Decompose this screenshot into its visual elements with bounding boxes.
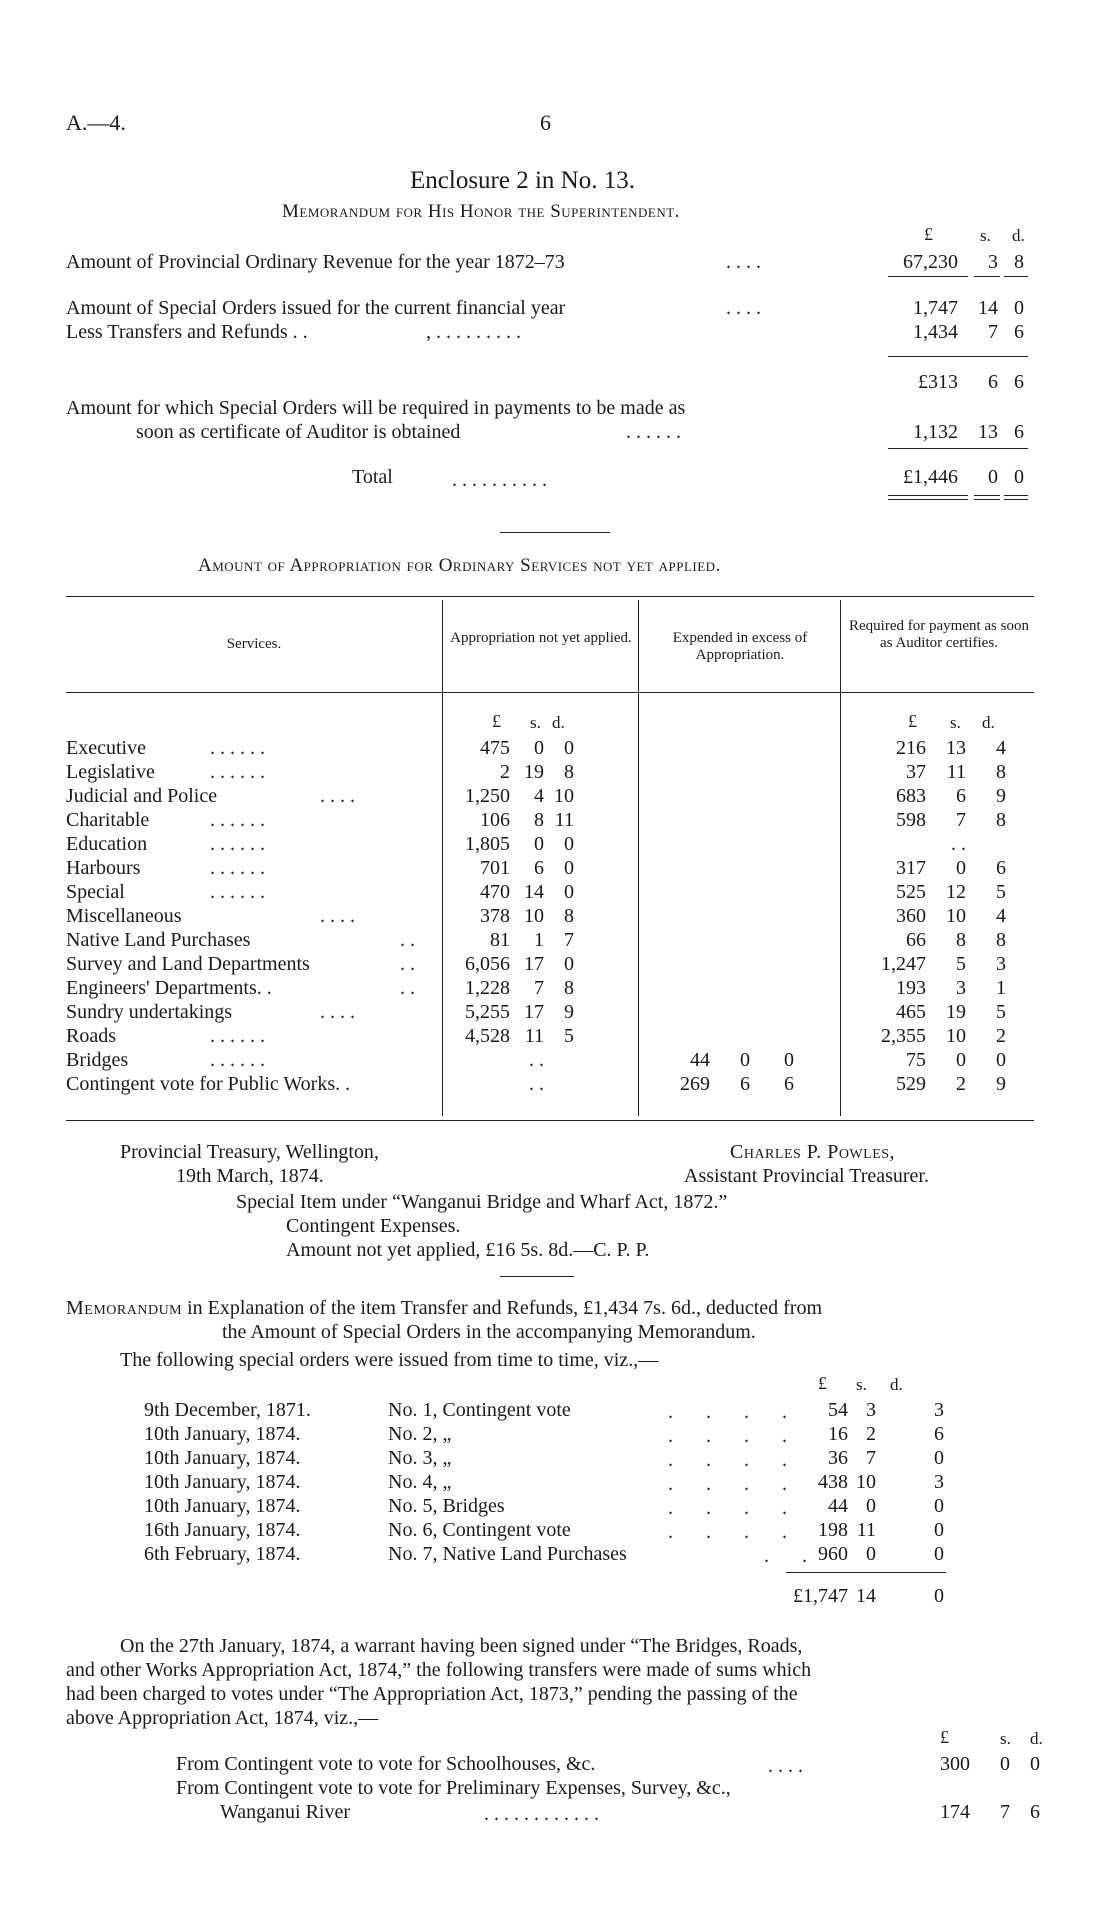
excess-shillings: 6: [740, 1073, 750, 1095]
required-pounds: 683: [896, 785, 926, 807]
table-top-rule: [66, 596, 1034, 597]
excess-shillings: 0: [740, 1049, 750, 1071]
amount-pence: 8: [1014, 251, 1024, 273]
appropriation-shillings: 0: [534, 737, 544, 759]
col-header-required: Required for payment as soon as Auditor certifies.: [849, 618, 1029, 652]
appropriation-pence: 8: [564, 977, 574, 999]
page-number: 6: [540, 110, 551, 135]
order-pounds: 198: [818, 1519, 848, 1541]
appropriation-pence: 10: [554, 785, 574, 807]
appropriation-shillings: 7: [534, 977, 544, 999]
pence-head: d.: [1012, 226, 1025, 245]
appropriation-shillings: 11: [524, 1025, 544, 1047]
order-shillings: 10: [856, 1471, 876, 1493]
appropriation-pence: 0: [564, 953, 574, 975]
leader-dots: . . . .: [668, 1401, 801, 1423]
appropriation-shillings: 17: [524, 953, 544, 975]
appropriation-shillings: 0: [534, 833, 544, 855]
total-pounds: £1,446: [903, 466, 958, 488]
order-date: 16th January, 1874.: [144, 1519, 301, 1541]
amount-shillings: 13: [978, 421, 998, 443]
memo1-row-label: Amount of Provincial Ordinary Revenue for the year 1872–73: [66, 251, 565, 273]
leader-dots: . . . .: [768, 1755, 803, 1777]
appropriation-pounds: 5,255: [465, 1001, 510, 1023]
appropriation-pence: 9: [564, 1001, 574, 1023]
warrant-line-2: and other Works Appropriation Act, 1874,” the following transfers were made of sums which: [66, 1659, 812, 1681]
order-description: No. 4, „: [388, 1471, 452, 1493]
appropriation-pounds: 1,228: [465, 977, 510, 999]
order-pounds: 960: [818, 1543, 848, 1565]
memo1-row-label: Amount of Special Orders issued for the current financial year: [66, 297, 566, 319]
required-pounds: 1,247: [881, 953, 926, 975]
appropriation-pounds: 378: [480, 905, 510, 927]
service-name: Contingent vote for Public Works. .: [66, 1073, 351, 1095]
total-label: Total: [352, 466, 393, 488]
order-date: 10th January, 1874.: [144, 1423, 301, 1445]
order-pence: 3: [934, 1399, 944, 1421]
appropriation-pence: 8: [564, 905, 574, 927]
transfer-pounds: 174: [940, 1801, 970, 1823]
appropriation-pence: 8: [564, 761, 574, 783]
amount-pounds: 67,230: [903, 251, 958, 273]
memo2-text-2: the Amount of Special Orders in the accompanying Memorandum.: [222, 1321, 756, 1343]
appropriation-pounds: 470: [480, 881, 510, 903]
order-shillings: 0: [866, 1543, 876, 1565]
leader-dots: . . . .: [668, 1497, 801, 1519]
transfer-pence: 6: [1030, 1801, 1040, 1823]
appropriation-shillings: 4: [534, 785, 544, 807]
required-shillings: 19: [946, 1001, 966, 1023]
appropriation-pounds: 475: [480, 737, 510, 759]
page-ref: A.—4.: [66, 110, 126, 135]
appropriation-pence: 11: [554, 809, 574, 831]
warrant-line-4: above Appropriation Act, 1874, viz.,—: [66, 1707, 379, 1729]
leader-dots: . . . . . .: [210, 833, 265, 855]
required-pence: 9: [996, 785, 1006, 807]
section-divider: [500, 1276, 574, 1277]
appropriation-pounds: 701: [480, 857, 510, 879]
appropriation-pounds: 2: [500, 761, 510, 783]
required-pence: 8: [996, 761, 1006, 783]
required-shillings: . .: [951, 833, 966, 855]
leader-dots: . . . . . .: [210, 1025, 265, 1047]
subtotal-pence: 6: [1014, 371, 1024, 393]
service-name: Education: [66, 833, 148, 855]
leader-dots: . . . .: [726, 251, 761, 273]
order-pounds: 438: [818, 1471, 848, 1493]
shilling-head: s.: [1000, 1729, 1011, 1748]
transfer-item: Wanganui River: [220, 1801, 351, 1823]
order-pence: 0: [934, 1447, 944, 1469]
shilling-head: s.: [856, 1375, 867, 1394]
service-name: Judicial and Police: [66, 785, 218, 807]
appropriation-pounds: 1,250: [465, 785, 510, 807]
appropriation-shillings: 1: [534, 929, 544, 951]
transfer-item: From Contingent vote to vote for Schoolhouses, &c.: [176, 1753, 596, 1775]
order-pence: 6: [934, 1423, 944, 1445]
amount-pence: 0: [1014, 297, 1024, 319]
order-description: No. 5, Bridges: [388, 1495, 505, 1517]
pound-head: £: [940, 1727, 949, 1747]
table-bottom-rule: [66, 1120, 1034, 1121]
required-pounds: 465: [896, 1001, 926, 1023]
service-name: Bridges: [66, 1049, 129, 1071]
leader-dots: . . . . . .: [210, 761, 265, 783]
order-shillings: 2: [866, 1423, 876, 1445]
transfer-pence: 0: [1030, 1753, 1040, 1775]
order-description: No. 2, „: [388, 1423, 452, 1445]
memo2-text-1: in Explanation of the item Transfer and Refunds, £1,434 7s. 6d., deducted from: [182, 1297, 823, 1319]
subtotal-shillings: 6: [988, 371, 998, 393]
pence-head: d.: [890, 1375, 903, 1394]
leader-dots: . . . .: [668, 1425, 801, 1447]
leader-dots: . . . . . . . . . . . .: [484, 1803, 599, 1825]
leader-dots: . . . . . .: [626, 421, 681, 443]
excess-pounds: 44: [690, 1049, 710, 1071]
section-divider: [500, 532, 610, 533]
rule: [1004, 276, 1028, 277]
appropriation-pounds: 81: [490, 929, 510, 951]
order-pounds: 44: [828, 1495, 848, 1517]
order-description: No. 1, Contingent vote: [388, 1399, 571, 1421]
service-name: Charitable: [66, 809, 150, 831]
rule: [1004, 499, 1028, 500]
required-pence: 0: [996, 1049, 1006, 1071]
signatory-role: Assistant Provincial Treasurer.: [684, 1165, 929, 1187]
order-pence: 0: [934, 1495, 944, 1517]
appropriation-pounds: 6,056: [465, 953, 510, 975]
orders-total-shillings: 14: [856, 1585, 876, 1607]
order-date: 10th January, 1874.: [144, 1471, 301, 1493]
order-pounds: 36: [828, 1447, 848, 1469]
appropriation-pence: 0: [564, 857, 574, 879]
appropriation-shillings: . .: [529, 1073, 544, 1095]
order-shillings: 7: [866, 1447, 876, 1469]
required-shillings: 8: [956, 929, 966, 951]
leader-dots: . . . . . . . . . .: [452, 469, 547, 491]
order-date: 10th January, 1874.: [144, 1447, 301, 1469]
transfer-item: From Contingent vote to vote for Preliminary Expenses, Survey, &c.,: [176, 1777, 731, 1799]
amount-shillings: 14: [978, 297, 998, 319]
order-date: 6th February, 1874.: [144, 1543, 301, 1565]
required-pence: 2: [996, 1025, 1006, 1047]
appropriation-shillings: 6: [534, 857, 544, 879]
service-name: Sundry undertakings: [66, 1001, 233, 1023]
order-description: No. 7, Native Land Purchases: [388, 1543, 627, 1565]
appropriation-heading: Amount of Appropriation for Ordinary Services not yet applied.: [198, 555, 721, 576]
service-name: Special: [66, 881, 125, 903]
service-name: Legislative: [66, 761, 155, 783]
unit-head-pence: d.: [552, 713, 565, 732]
unit-head-shillings: s.: [950, 713, 961, 732]
col-header-services: Services.: [226, 636, 282, 652]
amount-shillings: 3: [988, 251, 998, 273]
rule: [888, 356, 1028, 357]
order-date: 10th January, 1874.: [144, 1495, 301, 1517]
required-pence: 1: [996, 977, 1006, 999]
treasury-place: Provincial Treasury, Wellington,: [120, 1141, 379, 1163]
required-shillings: 10: [946, 1025, 966, 1047]
orders-total-pence: 0: [934, 1585, 944, 1607]
appropriation-shillings: . .: [529, 1049, 544, 1071]
pence-head: d.: [1030, 1729, 1043, 1748]
order-description: No. 3, „: [388, 1447, 452, 1469]
memo2-intro: The following special orders were issued from time to time, viz.,—: [120, 1349, 659, 1371]
order-pence: 0: [934, 1543, 944, 1565]
appropriation-shillings: 10: [524, 905, 544, 927]
amount-pounds: 1,747: [913, 297, 958, 319]
required-pence: 4: [996, 905, 1006, 927]
required-shillings: 10: [946, 905, 966, 927]
treasury-date: 19th March, 1874.: [176, 1165, 324, 1187]
appropriation-shillings: 14: [524, 881, 544, 903]
transfer-pounds: 300: [940, 1753, 970, 1775]
required-pounds: 529: [896, 1073, 926, 1095]
required-pence: 4: [996, 737, 1006, 759]
rule: [888, 276, 968, 277]
service-name: Miscellaneous: [66, 905, 182, 927]
special-item-line-1: Special Item under “Wanganui Bridge and Wharf Act, 1872.”: [236, 1191, 728, 1213]
required-pounds: 598: [896, 809, 926, 831]
order-pence: 3: [934, 1471, 944, 1493]
special-item-line-3: Amount not yet applied, £16 5s. 8d.—C. P. P.: [286, 1239, 650, 1261]
leader-dots: . . . . . .: [210, 809, 265, 831]
special-item-line-2: Contingent Expenses.: [286, 1215, 461, 1237]
column-divider: [442, 600, 443, 1116]
orders-total-pounds: £1,747: [793, 1585, 848, 1607]
special-line-1: Amount for which Special Orders will be required in payments to be made as: [66, 397, 686, 419]
required-shillings: 0: [956, 1049, 966, 1071]
excess-pounds: 269: [680, 1073, 710, 1095]
rule: [1004, 495, 1028, 496]
leader-dots: . . . .: [726, 297, 761, 319]
appropriation-pounds: 1,805: [465, 833, 510, 855]
special-line-2: soon as certificate of Auditor is obtained: [136, 421, 461, 443]
service-name: Survey and Land Departments: [66, 953, 310, 975]
unit-head-pounds: £: [908, 711, 917, 731]
transfer-shillings: 7: [1000, 1801, 1010, 1823]
rule: [888, 499, 968, 500]
required-shillings: 0: [956, 857, 966, 879]
amount-pounds: 1,434: [913, 321, 958, 343]
transfer-shillings: 0: [1000, 1753, 1010, 1775]
memo2-lead: Memorandum: [66, 1297, 183, 1319]
service-name: Harbours: [66, 857, 141, 879]
memo1-row-label: Less Transfers and Refunds . .: [66, 321, 308, 343]
column-divider: [840, 600, 841, 1116]
appropriation-pence: 0: [564, 737, 574, 759]
required-pounds: 317: [896, 857, 926, 879]
order-pence: 0: [934, 1519, 944, 1541]
amount-pounds: 1,132: [913, 421, 958, 443]
leader-dots: . . . . . .: [210, 1049, 265, 1071]
appropriation-pounds: 4,528: [465, 1025, 510, 1047]
rule: [974, 276, 1000, 277]
order-pounds: 54: [828, 1399, 848, 1421]
required-pence: 5: [996, 1001, 1006, 1023]
total-pence: 0: [1014, 466, 1024, 488]
appropriation-pence: 0: [564, 833, 574, 855]
appropriation-shillings: 17: [524, 1001, 544, 1023]
required-pounds: 193: [896, 977, 926, 999]
service-name: Native Land Purchases: [66, 929, 251, 951]
rule: [974, 495, 1000, 496]
required-shillings: 3: [956, 977, 966, 999]
required-shillings: 11: [946, 761, 966, 783]
amount-shillings: 7: [988, 321, 998, 343]
required-shillings: 5: [956, 953, 966, 975]
appropriation-pence: 5: [564, 1025, 574, 1047]
order-shillings: 11: [856, 1519, 876, 1541]
required-pounds: 37: [906, 761, 926, 783]
required-pounds: 75: [906, 1049, 926, 1071]
required-pence: 8: [996, 929, 1006, 951]
unit-head-shillings: s.: [530, 713, 541, 732]
leader-dots: . . . . . .: [210, 881, 265, 903]
appropriation-pence: 7: [564, 929, 574, 951]
order-shillings: 3: [866, 1399, 876, 1421]
appropriation-pounds: 106: [480, 809, 510, 831]
leader-dots: . .: [400, 953, 415, 975]
order-description: No. 6, Contingent vote: [388, 1519, 571, 1541]
signatory-name: Charles P. Powles,: [730, 1141, 896, 1163]
amount-pence: 6: [1014, 321, 1024, 343]
leader-dots: . .: [400, 929, 415, 951]
required-pounds: 66: [906, 929, 926, 951]
col-header-excess: Expended in excess of Appropriation.: [672, 630, 808, 664]
leader-dots: . . . .: [668, 1521, 801, 1543]
unit-head-pounds: £: [492, 711, 501, 731]
leader-dots: . . . .: [668, 1473, 801, 1495]
warrant-line-3: had been charged to votes under “The Appropriation Act, 1873,” pending the passing of the: [66, 1683, 798, 1705]
enclosure-title: Enclosure 2 in No. 13.: [410, 167, 635, 194]
pound-head: £: [924, 224, 933, 244]
table-header-rule: [66, 692, 1034, 693]
leader-dots: , . . . . . . . . .: [426, 321, 521, 343]
leader-dots: . .: [764, 1545, 821, 1567]
rule: [888, 495, 968, 496]
order-pounds: 16: [828, 1423, 848, 1445]
leader-dots: . . . .: [320, 905, 355, 927]
required-pence: 5: [996, 881, 1006, 903]
order-shillings: 0: [866, 1495, 876, 1517]
required-shillings: 12: [946, 881, 966, 903]
leader-dots: . . . .: [320, 785, 355, 807]
order-date: 9th December, 1871.: [144, 1399, 311, 1421]
required-shillings: 2: [956, 1073, 966, 1095]
unit-head-pence: d.: [982, 713, 995, 732]
required-pence: 8: [996, 809, 1006, 831]
required-shillings: 13: [946, 737, 966, 759]
required-pence: 9: [996, 1073, 1006, 1095]
required-pence: 3: [996, 953, 1006, 975]
leader-dots: . . . . . .: [210, 857, 265, 879]
leader-dots: . . . . . .: [210, 737, 265, 759]
excess-pence: 0: [784, 1049, 794, 1071]
service-name: Executive: [66, 737, 146, 759]
appropriation-shillings: 8: [534, 809, 544, 831]
required-pounds: 360: [896, 905, 926, 927]
warrant-line-1: On the 27th January, 1874, a warrant having been signed under “The Bridges, Roads,: [120, 1635, 803, 1657]
required-pence: 6: [996, 857, 1006, 879]
service-name: Roads: [66, 1025, 116, 1047]
leader-dots: . .: [400, 977, 415, 999]
column-divider: [638, 600, 639, 1116]
memo-subtitle: Memorandum for His Honor the Superintendent.: [282, 201, 680, 222]
required-shillings: 6: [956, 785, 966, 807]
leader-dots: . . . .: [320, 1001, 355, 1023]
required-pounds: 2,355: [881, 1025, 926, 1047]
appropriation-shillings: 19: [524, 761, 544, 783]
service-name: Engineers' Departments. .: [66, 977, 272, 999]
total-shillings: 0: [988, 466, 998, 488]
appropriation-pence: 0: [564, 881, 574, 903]
amount-pence: 6: [1014, 421, 1024, 443]
leader-dots: . . . .: [668, 1449, 801, 1471]
col-header-appropriation: Appropriation not yet applied.: [450, 630, 632, 646]
required-shillings: 7: [956, 809, 966, 831]
excess-pence: 6: [784, 1073, 794, 1095]
required-pounds: 216: [896, 737, 926, 759]
pound-head: £: [818, 1373, 827, 1393]
subtotal-pounds: £313: [918, 371, 958, 393]
required-pounds: 525: [896, 881, 926, 903]
rule: [888, 448, 1028, 449]
shilling-head: s.: [980, 226, 991, 245]
rule: [974, 499, 1000, 500]
rule: [786, 1572, 946, 1573]
